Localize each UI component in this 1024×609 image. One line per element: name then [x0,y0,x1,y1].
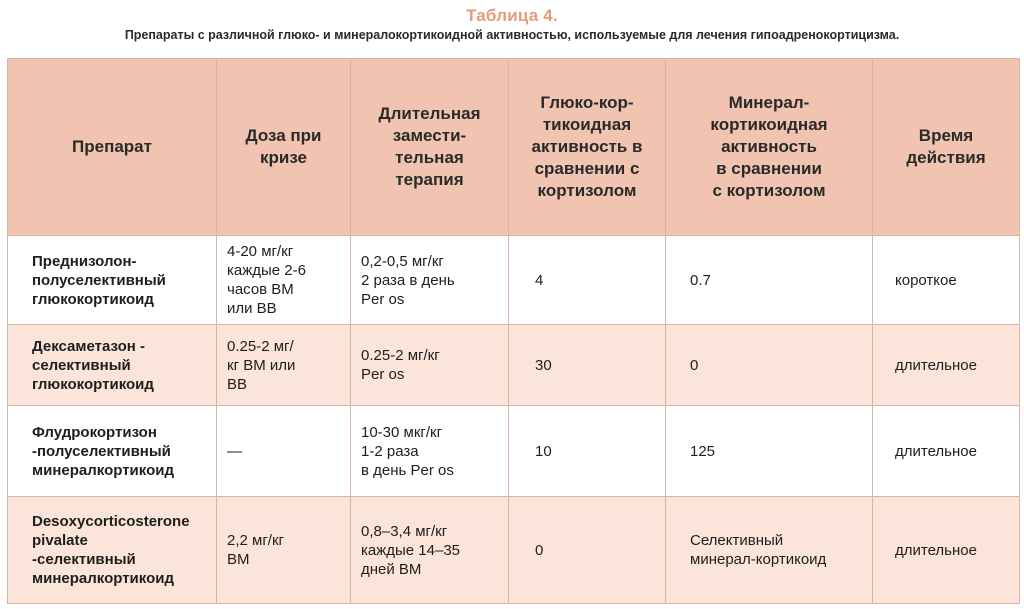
cell-duration: длительное [873,406,1020,497]
cell-drug: Desoxycorticosterone pivalate -селективный минералкортикоид [8,497,217,604]
table-row [8,325,1020,406]
cell-mineral-activity: 0.7 [666,236,873,325]
cell-duration: короткое [873,236,1020,325]
header-duration: Время действия [873,59,1020,236]
cell-duration: длительное [873,497,1020,604]
table-row [8,236,1020,325]
cell-mineral-activity: 0 [666,325,873,406]
table-header-row [8,59,1020,236]
table-caption: Таблица 4. [466,6,558,25]
cell-crisis-dose: 2,2 мг/кг ВМ [217,497,351,604]
cell-gluco-activity: 4 [509,236,666,325]
header-drug: Препарат [8,59,217,236]
cell-mineral-activity: 125 [666,406,873,497]
cell-therapy: 0,8–3,4 мг/кг каждые 14–35 дней ВМ [351,497,509,604]
cell-gluco-activity: 0 [509,497,666,604]
cell-duration: длительное [873,325,1020,406]
table-subtitle: Препараты с различной глюко- и минералокортикоидной активностью, используемые для лечения гипоадренокортицизма. [124,28,900,42]
header-mineralocorticoid-activity: Минерал- кортикоидная активность в сравнении с кортизолом [666,59,873,236]
cell-crisis-dose: 4-20 мг/кг каждые 2-6 часов ВМ или ВВ [217,236,351,325]
drugs-table [7,58,1020,604]
header-long-term-therapy: Длительная замести- тельная терапия [351,59,509,236]
cell-therapy: 10-30 мкг/кг 1-2 раза в день Per os [351,406,509,497]
cell-drug: Дексаметазон - селективный глюкокортикоид [8,325,217,406]
cell-gluco-activity: 30 [509,325,666,406]
cell-gluco-activity: 10 [509,406,666,497]
cell-crisis-dose: — [217,406,351,497]
header-glucocorticoid-activity: Глюко-кор- тикоидная активность в сравнении с кортизолом [509,59,666,236]
cell-therapy: 0.25-2 мг/кг Per os [351,325,509,406]
cell-therapy: 0,2-0,5 мг/кг 2 раза в день Per os [351,236,509,325]
cell-mineral-activity: Селективный минерал-кортикоид [666,497,873,604]
cell-drug: Преднизолон- полуселективный глюкокортикоид [8,236,217,325]
header-crisis-dose: Доза при кризе [217,59,351,236]
cell-drug: Флудрокортизон -полуселективный минералкортикоид [8,406,217,497]
table-row [8,406,1020,497]
cell-crisis-dose: 0.25-2 мг/ кг ВМ или ВВ [217,325,351,406]
table-row [8,497,1020,604]
